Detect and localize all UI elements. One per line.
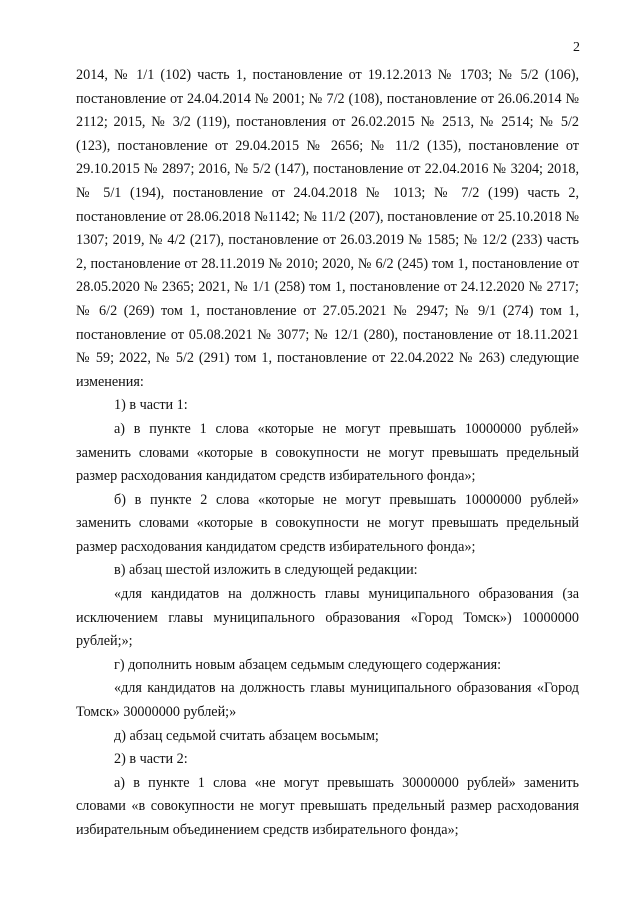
paragraph-item-g: г) дополнить новым абзацем седьмым следующего содержания: (114, 656, 502, 673)
paragraph-quote-tomsk: «для кандидатов на должность главы муниципального образования «Город Томск» 30000000 рублей;» (76, 680, 579, 721)
page-number: 2 (573, 40, 580, 55)
paragraph-item-b: б) в пункте 2 слова «которые не могут превышать 10000000 рублей» заменить словами «которые в совокупности не могут превышать предельный размер расходования кандидатом средств избирательного фонда»; (76, 491, 579, 555)
paragraph-item-d: д) абзац седьмой считать абзацем восьмым; (114, 727, 379, 744)
paragraph-item-v: в) абзац шестой изложить в следующей редакции: (114, 562, 418, 579)
paragraph-amendment-sources: 2014, № 1/1 (102) часть 1, постановление от 19.12.2013 № 1703; № 5/2 (106), постановление от 24.04.2014 № 2001; № 7/2 (108), постановление от 26.06.2014 № 2112; 2015, № 3/2 (119), постановления от 26.02.2015 № 2513, № 2514; № 5/2 (123), постановление от 29.04.2015 № 2656; № 11/2 (135), постановление от 29.10.2015 № 2897; 2016, № 5/2 (147), постановление от 22.04.2016 № 3204; 2018, № 5/1 (194), постановление от 24.04.2018 № 1013; № 7/2 (199) часть 2, постановление от 28.06.2018 №1142; № 11/2 (207), постановление от 25.10.2018 № 1307; 2019, № 4/2 (217), постановление от 26.03.2019 № 1585; № 12/2 (233) часть 2, постановление от 28.11.2019 № 2010; 2020, № 6/2 (245) том 1, постановление от 28.05.2020 № 2365; 2021, № 1/1 (258) том 1, постановление от 24.12.2020 № 2717; № 6/2 (269) том 1, постановление от 27.05.2021 № 2947; № 9/1 (274) том 1, постановление от 05.08.2021 № 3077; № 12/1 (280), постановление от 18.11.2021 № 59; 2022, № 5/2 (291) том 1, постановление от 22.04.2022 № 263) следующие изменения: (76, 67, 579, 390)
paragraph-part-1-heading: 1) в части 1: (114, 397, 188, 414)
document-body (76, 64, 579, 843)
paragraph-part-2-item-a: а) в пункте 1 слова «не могут превышать 30000000 рублей» заменить словами «в совокупности не могут превышать предельный размер расходования избирательным объединением средств избирательного фонда»; (76, 774, 579, 838)
paragraph-item-a: а) в пункте 1 слова «которые не могут превышать 10000000 рублей» заменить словами «которые в совокупности не могут превышать предельный размер расходования кандидатом средств избирательного фонда»; (76, 420, 579, 485)
paragraph-quote-candidates: «для кандидатов на должность главы муниципального образования (за исключением главы муниципального образования «Город Томск») 10000000 рублей;»; (76, 586, 579, 650)
paragraph-part-2-heading: 2) в части 2: (114, 751, 188, 768)
